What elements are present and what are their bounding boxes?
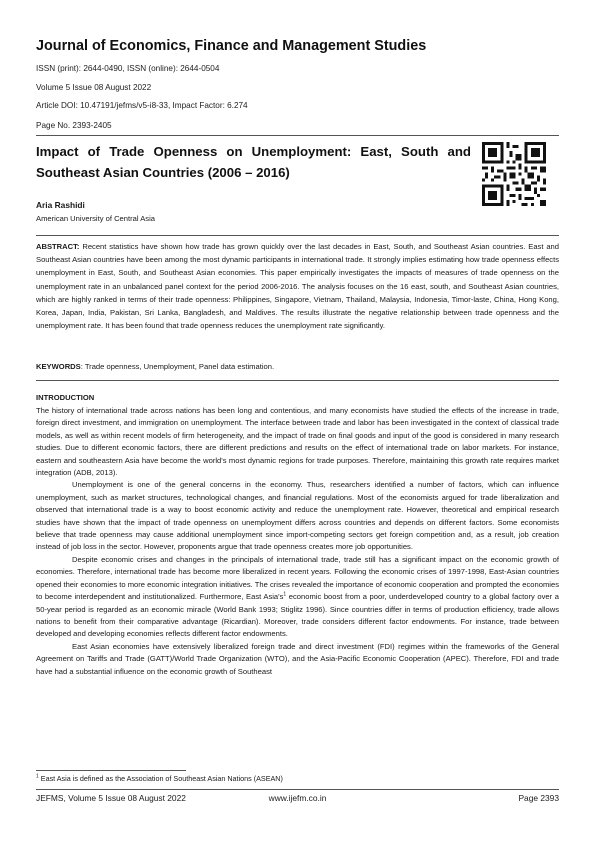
footer-divider: [36, 789, 559, 790]
footnote-divider: [36, 770, 186, 771]
abstract-bottom-divider: [36, 380, 559, 381]
keywords-label: KEYWORDS: [36, 362, 81, 371]
intro-paragraph-3-part-a: Despite economic crises and changes in the principals of international trade, trade still has a significant impact on the economic growth of economies. Therefore, international trade has become more liberalized in recent years. Following the economic crises of 1997-1998, East-Asian countries opened their economies to more economic integration initiatives. The crises revealed the importance of economic cooperation and prompted the economies to become interdependent and institutionalized. Furthermore, East Asia's: [36, 554, 559, 602]
journal-title: Journal of Economics, Finance and Management Studies: [36, 38, 427, 54]
qr-code-icon: [482, 142, 546, 206]
footnote-mark: 1: [36, 773, 39, 780]
paper-page: [36, 0, 559, 842]
header-divider: [36, 135, 559, 136]
intro-paragraph-3-part-b: economic boost from a poor, underdeveloped country to a global factory over a 50-year period is regarded as an economic miracle (World Bank 1993; Stiglitz 1996). Since countries differ in terms of production efficiency, trade allows nations to benefit from their comparative advantage (Ricardian). Moreover, trade considers different factor endowments. For instance, trade between developed and developing economies reflects different factor endowments.: [36, 592, 559, 639]
abstract-label: ABSTRACT:: [36, 242, 80, 251]
footnote-reference[interactable]: 1: [283, 591, 287, 598]
author-affiliation: American University of Central Asia: [36, 214, 156, 223]
abstract-text: Recent statistics have shown how trade has grown quickly over the last decades in East, South, and Southeast Asian countries. East and Southeast Asian countries have been among the most dynamic participants in international trade. It strongly implies estimating how trade openness effects unemployment in East, South, and Southeast Asian economies. This paper empirically investigates the impacts of measures of trade openness on the unemployment rate in an unbalanced panel context for the period 2006-2016. The analysis focuses on the 16 east, south, and Southeast Asian countries, which are highly ranked in terms of their trade openness: Philippines, Singapore, Vietnam, Thailand, Malaysia, Indonesia, Timor-laste, China, Hong Kong, Korea, Japan, India, Pakistan, Sri Lanka, Bangladesh, and Maldives. The results illustrate the negative relationship between trade openness and the unemployment rate. It has been found that trade openness reduces the unemployment rate significantly.: [36, 242, 559, 331]
page-range: Page No. 2393-2405: [36, 121, 112, 130]
keywords: [36, 362, 274, 371]
author-name: Aria Rashidi: [36, 200, 85, 210]
intro-paragraph-3: [36, 554, 559, 641]
introduction-body: [36, 405, 559, 678]
footnote: [36, 774, 283, 783]
journal-issn: ISSN (print): 2644-0490, ISSN (online): 2644-0504: [36, 64, 220, 73]
section-heading-introduction: INTRODUCTION: [36, 393, 95, 402]
keywords-text: : Trade openness, Unemployment, Panel data estimation.: [80, 362, 275, 371]
paper-title: Impact of Trade Openness on Unemployment: East, South and Southeast Asian Countries (2006 – 2016): [36, 144, 471, 180]
footnote-text: East Asia is defined as the Association of Southeast Asian Nations (ASEAN): [38, 774, 283, 783]
abstract: [36, 240, 559, 332]
footer-page-number: Page 2393: [518, 793, 559, 803]
footer-website-link[interactable]: www.ijefm.co.in: [268, 793, 327, 803]
article-doi: Article DOI: 10.47191/jefms/v5-i8-33, Impact Factor: 6.274: [36, 101, 248, 110]
intro-paragraph-2: Unemployment is one of the general concerns in the economy. Thus, researchers identified a number of factors, which can influence unemployment, such as market structures, technological changes, and financial regulations. Most of the economists argued for trade liberalization and observed that international trade is a way to boost economic activity and reduce the unemployment rate. However, theoretical and empirical research studies have shown that the impact of trade openness on unemployment differs across countries and depends on different factors. Some economists believe that trade openness may cause additional unemployment since import-competing sectors get foreign competition and, as a result, job creation instead of job loss in the sector. However, proponents argue that trade openness creates more job opportunities.: [36, 480, 559, 552]
intro-paragraph-4: East Asian economies have extensively liberalized foreign trade and direct investment (FDI) regimes within the frameworks of the General Agreement on Tariffs and Trade (GATT)/World Trade Organization (WTO), and the Asia-Pacific Economic Cooperation (APEC). Therefore, FDI and trade have had a substantial influence on the economic growth of Southeast: [36, 641, 559, 676]
footer-journal-issue: JEFMS, Volume 5 Issue 08 August 2022: [36, 793, 186, 803]
intro-paragraph-1: The history of international trade across nations has been long and contentious, and many economists have studied the effects of the increase in trade, foreign direct investment, and immigration on unemployment. The interface between trade and labor has been investigated in the context of classical trade models, as well as within recent models of firm heterogeneity, and the impact of trade on final goods and input of the good is considered in many research studies. Due to different economic factors, there are different predictions and results on the effect of international trade on labor markets. For instance, eastern and southeastern Asia have become the world's most dynamic regions for trade purposes. Therefore, maintaining this growth rate requires market integration (ADB, 2013).: [36, 406, 559, 478]
abstract-top-divider: [36, 235, 559, 236]
journal-volume: Volume 5 Issue 08 August 2022: [36, 83, 152, 92]
